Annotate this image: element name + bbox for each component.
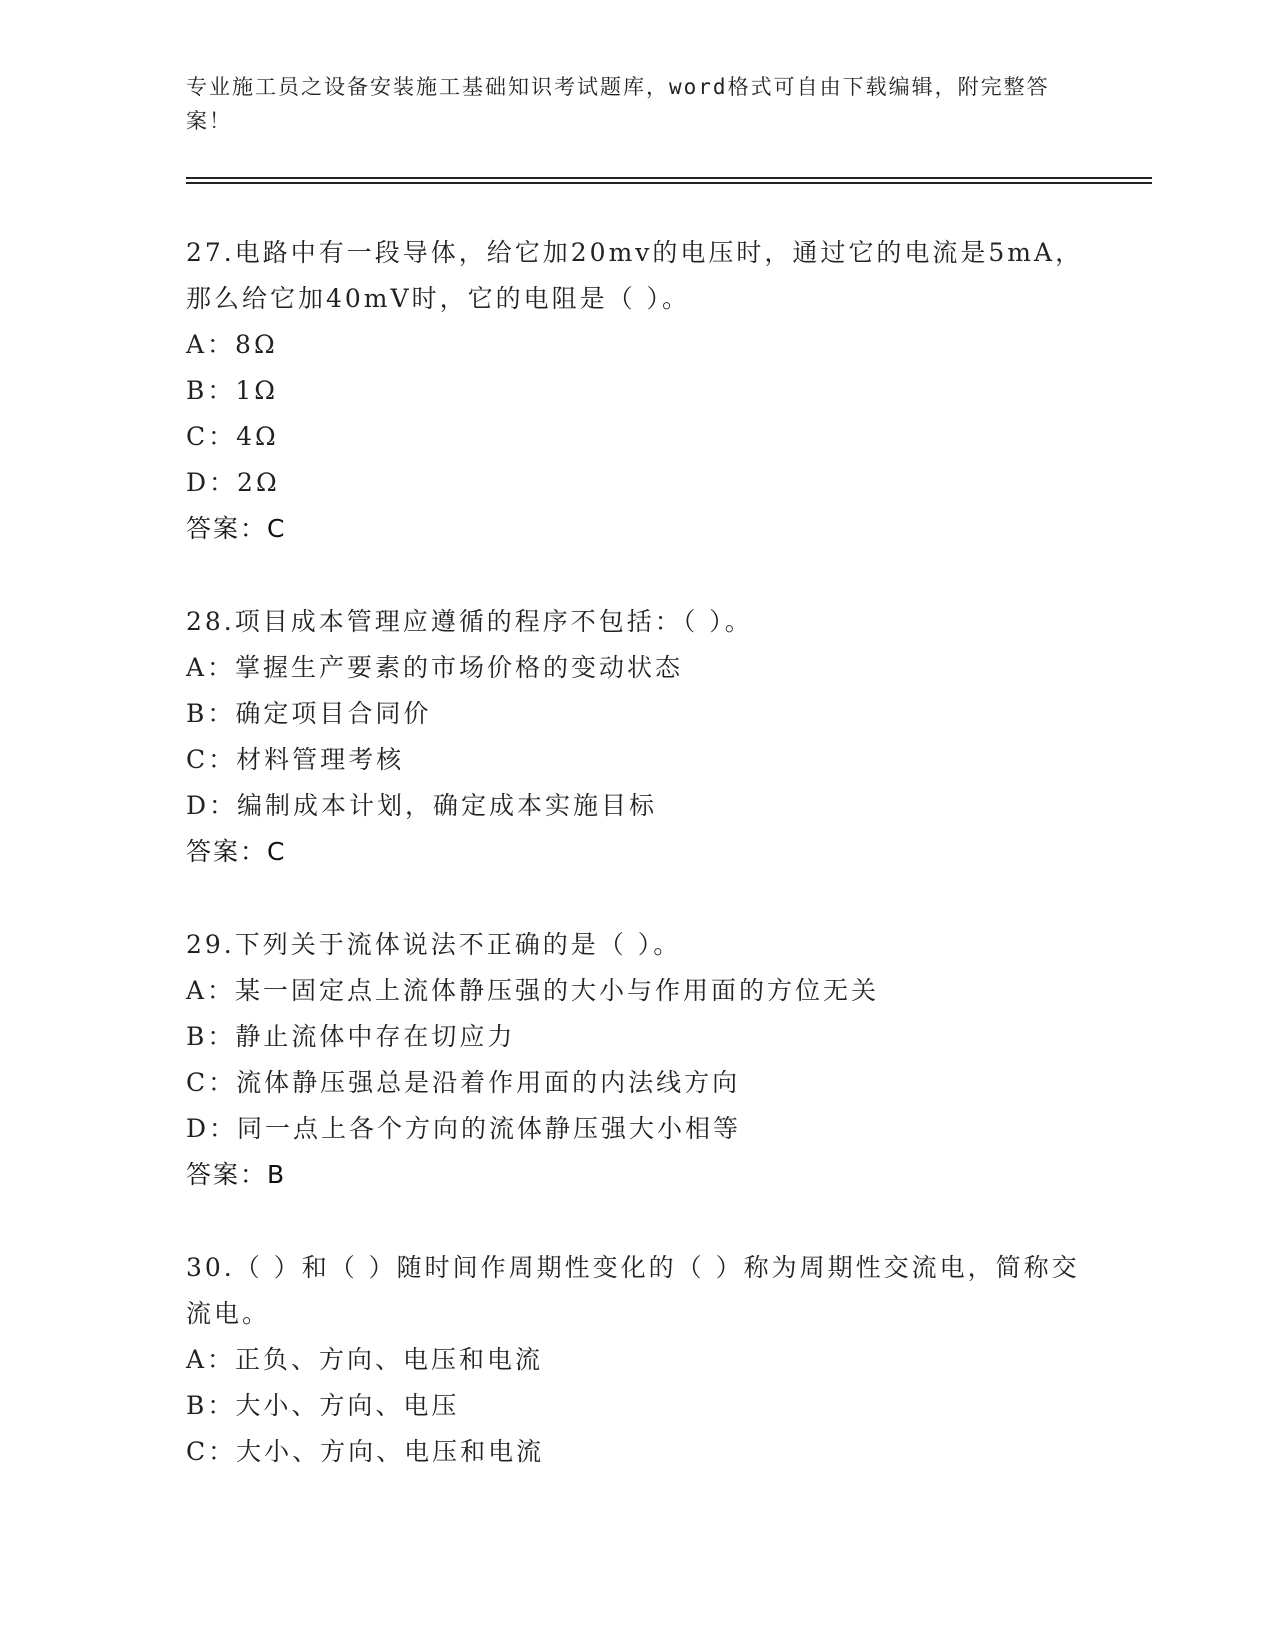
header-divider-bottom	[186, 182, 1152, 184]
answer-line: 答案：B	[186, 1160, 287, 1189]
question-list	[186, 230, 1106, 1522]
question-text: 27.电路中有一段导体，给它加20mv的电压时，通过它的电流是5mA，那么给它加40mV时，它的电阻是（ ）。	[186, 238, 1084, 313]
question-29	[186, 922, 1106, 1198]
question-27	[186, 230, 1106, 552]
option-c: C：4Ω	[186, 422, 279, 451]
option-c: C：流体静压强总是沿着作用面的内法线方向	[186, 1068, 741, 1097]
option-d: D：同一点上各个方向的流体静压强大小相等	[186, 1114, 742, 1143]
document-header: 专业施工员之设备安装施工基础知识考试题库，word格式可自由下载编辑，附完整答案！	[186, 75, 1050, 133]
option-c: C：材料管理考核	[186, 745, 405, 774]
option-b: B：确定项目合同价	[186, 699, 432, 728]
header-divider-top	[186, 177, 1152, 179]
option-a: A：掌握生产要素的市场价格的变动状态	[186, 653, 684, 682]
question-text: 29.下列关于流体说法不正确的是（ ）。	[186, 930, 682, 959]
question-28	[186, 599, 1106, 875]
option-a: A：8Ω	[186, 330, 278, 359]
option-d: D：2Ω	[186, 468, 280, 497]
option-d: D：编制成本计划，确定成本实施目标	[186, 791, 658, 820]
option-b: B：大小、方向、电压	[186, 1391, 460, 1420]
option-a: A：某一固定点上流体静压强的大小与作用面的方位无关	[186, 976, 880, 1005]
option-b: B：1Ω	[186, 376, 279, 405]
question-text: 30.（ ）和（ ）随时间作周期性变化的（ ）称为周期性交流电，简称交流电。	[186, 1253, 1080, 1328]
question-text: 28.项目成本管理应遵循的程序不包括：（ ）。	[186, 607, 753, 636]
answer-line: 答案：C	[186, 837, 287, 866]
answer-line: 答案：C	[186, 514, 287, 543]
question-30	[186, 1245, 1106, 1475]
option-b: B：静止流体中存在切应力	[186, 1022, 516, 1051]
option-a: A：正负、方向、电压和电流	[186, 1345, 544, 1374]
option-c: C：大小、方向、电压和电流	[186, 1437, 545, 1466]
